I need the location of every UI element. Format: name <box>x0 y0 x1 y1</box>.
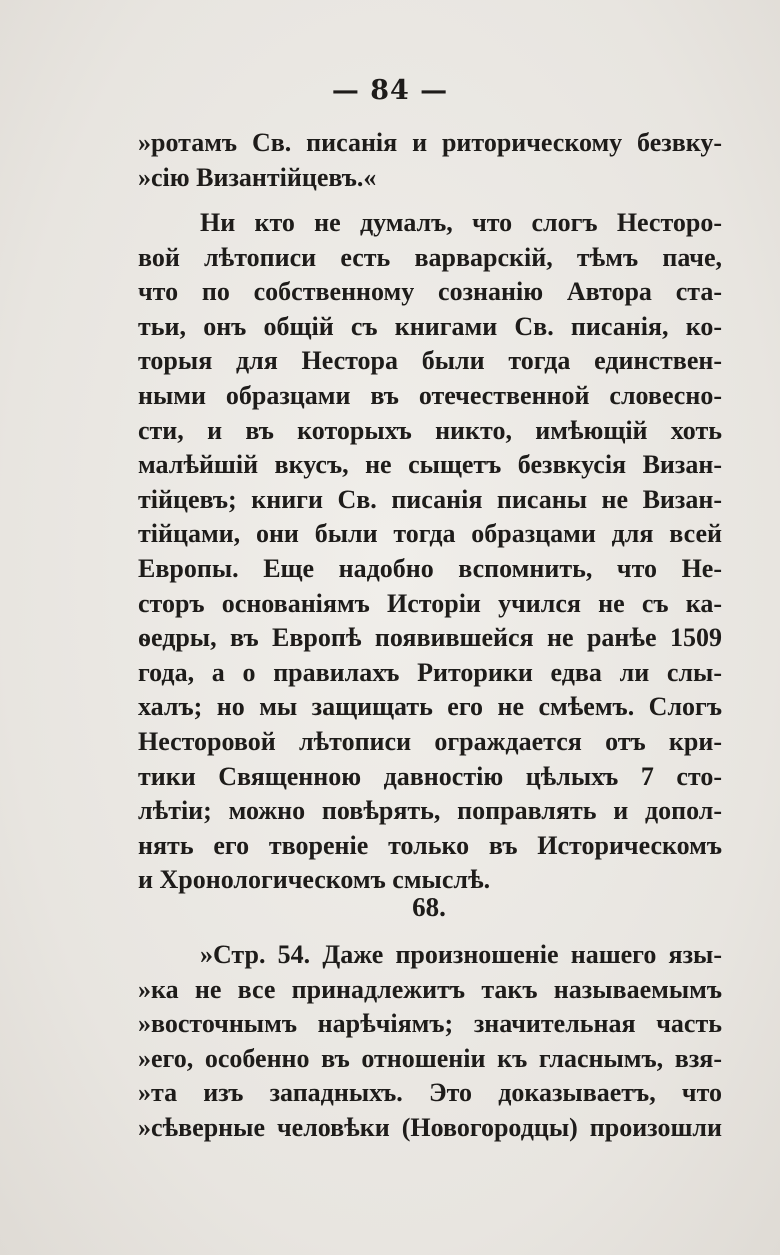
text-line: »та изъ западныхъ. Это доказываетъ, что <box>138 1078 722 1108</box>
text-line: халъ; но мы защищать его не смѣемъ. Слогъ <box>138 692 722 722</box>
text-line: »ротамъ Св. писанія и риторическому безвку- <box>138 128 722 157</box>
text-line: малѣйшій вкусъ, не сыщетъ безвкусія Визан- <box>138 450 722 480</box>
text-line: торыя для Нестора были тогда единствен- <box>138 346 722 376</box>
text-line: нять его твореніе только въ Историческомъ <box>138 830 722 860</box>
text-line: сти, и въ которыхъ никто, имѣющій хоть <box>138 415 722 445</box>
main-paragraph <box>138 206 722 898</box>
text-line: сторъ основаніямъ Исторіи учился не съ ка- <box>138 588 722 618</box>
text-line: »ка не все принадлежитъ такъ называемымъ <box>138 974 722 1004</box>
text-line: »Стр. 54. Даже произношеніе нашего язы- <box>200 940 722 969</box>
text-line: тійцами, они были тогда образцами для всей <box>138 519 722 549</box>
quoted-passage <box>138 938 722 1146</box>
page-number: — 84 — <box>331 75 449 106</box>
text-line: тики Священною давностію цѣлыхъ 7 сто- <box>138 761 722 791</box>
section-number: 68. <box>412 892 446 922</box>
text-line: и Хронологическомъ смыслѣ. <box>138 865 491 895</box>
text-line: »его, особенно въ отношеніи къ гласнымъ, взя- <box>138 1043 722 1073</box>
text-line: Европы. Еще надобно вспомнить, что Не- <box>138 553 722 583</box>
text-line: тійцевъ; книги Св. писанія писаны не Визан- <box>138 484 722 514</box>
text-line: года, а о правилахъ Риторики едва ли слы- <box>138 657 722 687</box>
text-line: Несторовой лѣтописи ограждается отъ кри- <box>138 726 722 756</box>
text-line: ѳедры, въ Европѣ появившейся не ранѣе 1509 <box>138 623 722 653</box>
text-line: »восточнымъ нарѣчіямъ; значительная часть <box>138 1009 722 1039</box>
text-line: лѣтіи; можно повѣрять, поправлять и допол- <box>138 796 722 826</box>
text-line: ными образцами въ отечественной словесно- <box>138 380 722 410</box>
text-line: Ни кто не думалъ, что слогъ Несторо- <box>200 208 722 237</box>
text-line: »сію Византійцевъ.« <box>138 162 377 192</box>
text-line: что по собственному сознанію Автора ста- <box>138 277 722 307</box>
text-line: »сѣверные человѣки (Новогородцы) произошли <box>138 1112 722 1142</box>
text-line: тьи, онъ общій съ книгами Св. писанія, ко- <box>138 311 722 341</box>
intro-continuation <box>138 126 722 195</box>
text-line: вой лѣтописи есть варварскій, тѣмъ паче, <box>138 242 722 272</box>
